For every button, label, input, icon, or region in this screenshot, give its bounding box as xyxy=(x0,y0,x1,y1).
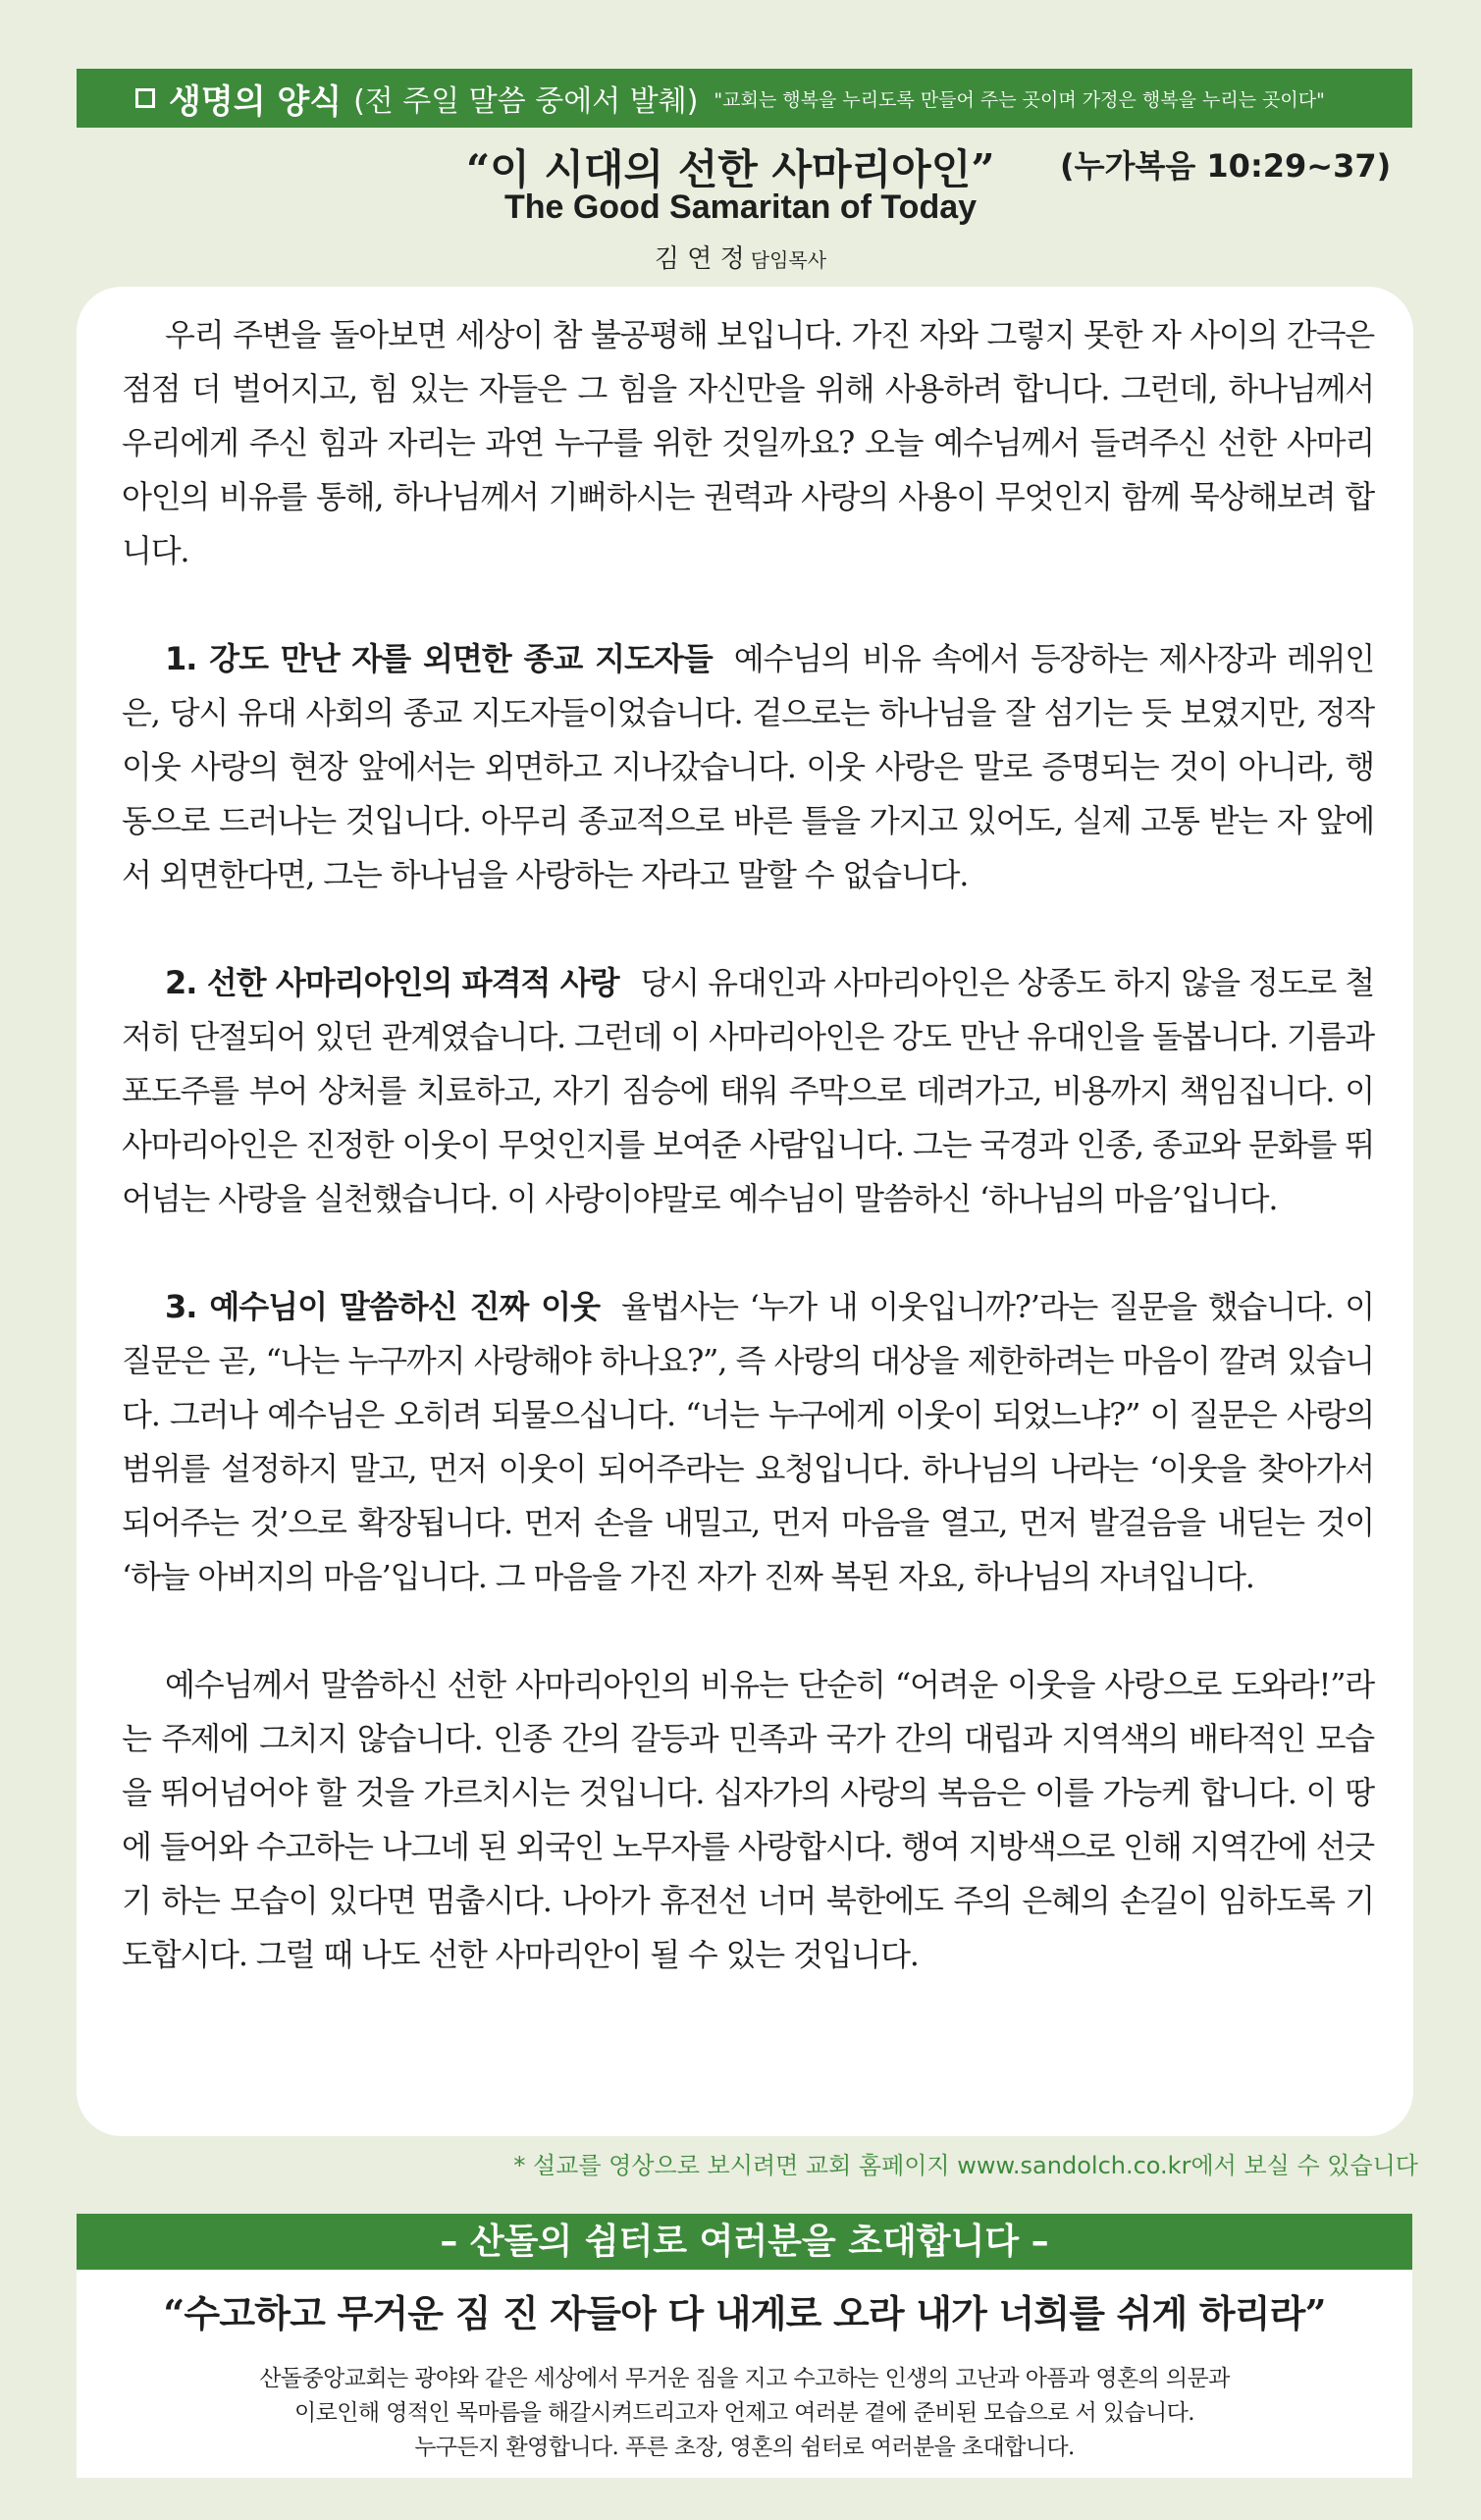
sermon-title-row xyxy=(0,137,1481,196)
invite-line: 누구든지 환영합니다. 푸른 초장, 영혼의 쉼터로 여러분을 초대합니다. xyxy=(414,2435,1075,2460)
section-paragraph-1 xyxy=(122,632,1374,902)
section-heading-1: 1. 강도 만난 자를 외면한 종교 지도자들 xyxy=(165,640,713,677)
sermon-title: “이 시대의 선한 사마리아인” xyxy=(466,145,995,193)
invite-line: 산돌중앙교회는 광야와 같은 세상에서 무거운 짐을 지고 수고하는 인생의 고난과 아픔과 영혼의 의문과 xyxy=(259,2366,1230,2391)
invite-line: 이로인해 영적인 목마름을 해갈시켜드리고자 언제고 여러분 곁에 준비된 모습으로 서 있습니다. xyxy=(294,2400,1194,2426)
section-text-1: 예수님의 비유 속에서 등장하는 제사장과 레위인은, 당시 유대 사회의 종교 지도자들이었습니다. 겉으로는 하나님을 잘 섬기는 듯 보였지만, 정작 이웃 사랑의 현장 앞에서는 외면하고 지나갔습니다. 이웃 사랑은 말로 증명되는 것이 아니라, 행동으로 드러나는 것입니다. 아무리 종교적으로 바른 틀을 가지고 있어도, 실제 고통 받는 자 앞에서 외면한다면, 그는 하나님을 사랑하는 자라고 말할 수 없습니다. xyxy=(122,640,1374,893)
conclusion-paragraph: 예수님께서 말씀하신 선한 사마리아인의 비유는 단순히 “어려운 이웃을 사랑으로 도와라!”라는 주제에 그치지 않습니다. 인종 간의 갈등과 민족과 국가 간의 대립과 지역색의 배타적인 모습을 뛰어넘어야 할 것을 가르치시는 것입니다. 십자가의 사랑의 복음은 이를 가능케 합니다. 이 땅에 들어와 수고하는 나그네 된 외국인 노무자를 사랑합시다. 행여 지방색으로 인해 지역간에 선긋기 하는 모습이 있다면 멈춥시다. 나아가 휴전선 너머 북한에도 주의 은혜의 손길이 임하도록 기도합시다. 그럴 때 나도 선한 사마리안이 될 수 있는 것입니다. xyxy=(122,1666,1374,1973)
section-text-3: 율법사는 ‘누가 내 이웃입니까?’라는 질문을 했습니다. 이 질문은 곧, “나는 누구까지 사랑해야 하나요?”, 즉 사랑의 대상을 제한하려는 마음이 깔려 있습니다. 그러나 예수님은 오히려 되물으십니다. “너는 누구에게 이웃이 되었느냐?” 이 질문은 사랑의 범위를 설정하지 말고, 먼저 이웃이 되어주라는 요청입니다. 하나님의 나라는 ‘이웃을 찾아가서 되어주는 것’으로 확장됩니다. 먼저 손을 내밀고, 먼저 마음을 열고, 먼저 발걸음을 내딛는 것이 ‘하늘 아버지의 마음’입니다. 그 마음을 가진 자가 진짜 복된 자요, 하나님의 자녀입니다. xyxy=(122,1288,1374,1595)
video-note: * 설교를 영상으로 보시려면 교회 홈페이지 www.sandolch.co.kr에서 보실 수 있습니다 xyxy=(513,2152,1418,2179)
church-motto: "교회는 행복을 누리도록 만들어 주는 곳이며 가정은 행복을 누리는 곳이다" xyxy=(714,88,1325,111)
intro-paragraph: 우리 주변을 돌아보면 세상이 참 불공평해 보입니다. 가진 자와 그렇지 못한 자 사이의 간극은 점점 더 벌어지고, 힘 있는 자들은 그 힘을 자신만을 위해 사용하려 합니다. 그런데, 하나님께서 우리에게 주신 힘과 자리는 과연 누구를 위한 것일까요? 오늘 예수님께서 들려주신 선한 사마리아인의 비유를 통해, 하나님께서 기뻐하시는 권력과 사랑의 사용이 무엇인지 함께 묵상해보려 합니다. xyxy=(122,316,1374,569)
english-title: The Good Samaritan of Today xyxy=(503,188,978,226)
section-subtitle: (전 주일 말씀 중에서 발췌) xyxy=(353,84,699,119)
preacher-line xyxy=(0,239,1481,275)
section-paragraph-3 xyxy=(122,1280,1374,1604)
section-text-2: 당시 유대인과 사마리아인은 상종도 하지 않을 정도로 철저히 단절되어 있던 관계였습니다. 그런데 이 사마리아인은 강도 만난 유대인을 돌봅니다. 기름과 포도주를 부어 상처를 치료하고, 자기 짐승에 태워 주막으로 데려가고, 비용까지 책임집니다. 이 사마리아인은 진정한 이웃이 무엇인지를 보여준 사람입니다. 그는 국경과 인종, 종교와 문화를 뛰어넘는 사랑을 실천했습니다. 이 사랑이야말로 예수님이 말씀하신 ‘하나님의 마음’입니다. xyxy=(122,964,1374,1217)
square-outline-icon xyxy=(135,88,155,108)
section-header-bar xyxy=(77,69,1412,128)
invite-box xyxy=(77,2270,1412,2478)
preacher-role: 담임목사 xyxy=(750,248,827,272)
section-paragraph-2 xyxy=(122,956,1374,1226)
sermon-content-card xyxy=(77,287,1413,2136)
section-heading-2: 2. 선한 사마리아인의 파격적 사랑 xyxy=(165,964,619,1001)
section-heading-3: 3. 예수님이 말씀하신 진짜 이웃 xyxy=(165,1288,601,1325)
invite-banner: – 산돌의 쉼터로 여러분을 초대합니다 – xyxy=(77,2214,1412,2270)
preacher-name: 김 연 정 xyxy=(654,244,745,274)
bible-quote: “수고하고 무거운 짐 진 자들아 다 내게로 오라 내가 너희를 쉬게 하리라” xyxy=(163,2291,1326,2335)
section-title: 생명의 양식 xyxy=(169,81,343,122)
scripture-reference: (누가복음 10:29~37) xyxy=(1060,147,1392,185)
